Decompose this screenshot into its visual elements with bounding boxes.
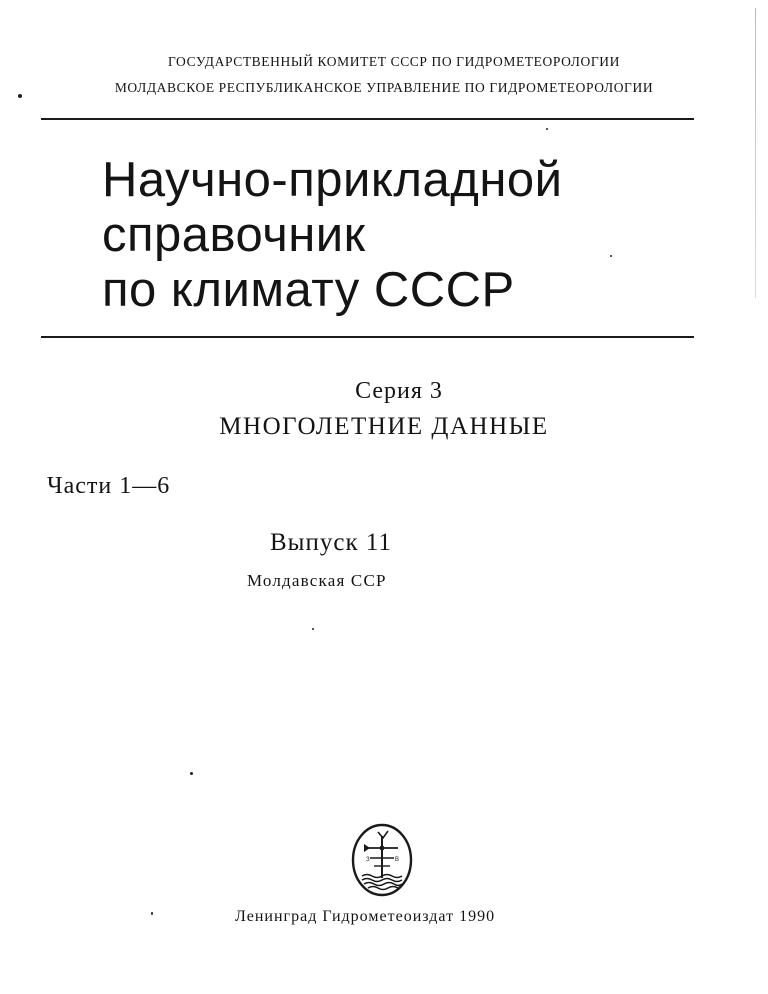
title-line-3: по климату СССР bbox=[102, 263, 515, 317]
publisher-imprint: Ленинград Гидрометеоиздат 1990 bbox=[235, 908, 496, 925]
scan-speck bbox=[312, 628, 314, 630]
scan-speck bbox=[610, 255, 612, 257]
title-line-1: Научно-прикладной bbox=[102, 153, 563, 207]
gidrometeoizdat-logo-icon bbox=[350, 822, 414, 898]
scan-edge-shadow bbox=[755, 8, 756, 298]
parts-label: Части 1—6 bbox=[47, 473, 171, 499]
scan-speck bbox=[546, 128, 548, 130]
svg-text:З: З bbox=[366, 857, 370, 863]
scan-speck bbox=[151, 912, 153, 915]
bottom-rule bbox=[41, 336, 694, 338]
series-label: Серия 3 bbox=[355, 378, 443, 404]
organization-line-1: ГОСУДАРСТВЕННЫЙ КОМИТЕТ СССР ПО ГИДРОМЕТЕОРОЛОГИИ bbox=[167, 54, 621, 69]
title-line-2: справочник bbox=[102, 208, 366, 262]
organization-line-2: МОЛДАВСКОЕ РЕСПУБЛИКАНСКОЕ УПРАВЛЕНИЕ ПО ГИДРОМЕТЕОРОЛОГИИ bbox=[114, 80, 654, 95]
region-label: Молдавская ССР bbox=[247, 571, 387, 590]
top-rule bbox=[41, 118, 694, 120]
issue-label: Выпуск 11 bbox=[270, 529, 392, 556]
scan-speck bbox=[18, 94, 22, 98]
series-name: МНОГОЛЕТНИЕ ДАННЫЕ bbox=[219, 413, 549, 440]
svg-text:В: В bbox=[395, 857, 400, 863]
scan-speck bbox=[190, 772, 193, 775]
